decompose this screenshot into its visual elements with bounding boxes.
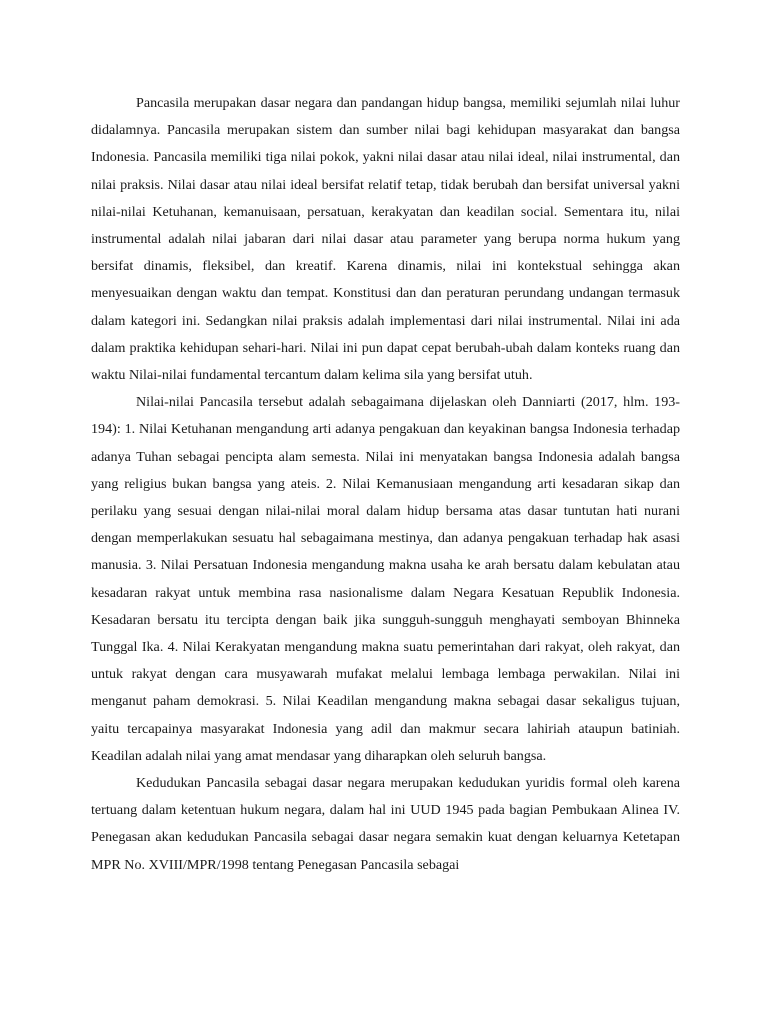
document-body bbox=[91, 90, 680, 879]
paragraph-five-sila-values: Nilai-nilai Pancasila tersebut adalah sebagaimana dijelaskan oleh Danniarti (2017, hlm. 193-194): 1. Nilai Ketuhanan mengandung arti adanya pengakuan dan keyakinan bangsa Indonesia terhadap adanya Tuhan sebagai pencipta alam semesta. Nilai ini menyatakan bangsa Indonesia adalah bangsa yang religius bukan bangsa yang ateis. 2. Nilai Kemanusiaan mengandung arti kesadaran sikap dan perilaku yang sesuai dengan nilai-nilai moral dalam hidup bersama atas dasar tuntutan hati nurani dengan memperlakukan sesuatu hal sebagaimana mestinya, dan adanya pengakuan terhadap hak asasi manusia. 3. Nilai Persatuan Indonesia mengandung makna usaha ke arah bersatu dalam kebulatan atau kesadaran rakyat untuk membina rasa nasionalisme dalam Negara Kesatuan Republik Indonesia. Kesadaran bersatu itu tercipta dengan baik jika sungguh-sungguh menghayati semboyan Bhinneka Tunggal Ika. 4. Nilai Kerakyatan mengandung makna suatu pemerintahan dari rakyat, oleh rakyat, dan untuk rakyat dengan cara musyawarah mufakat melalui lembaga lembaga perwakilan. Nilai ini menganut paham demokrasi. 5. Nilai Keadilan mengandung makna sebagai dasar sekaligus tujuan, yaitu tercapainya masyarakat Indonesia yang adil dan makmur secara lahiriah ataupun batiniah. Keadilan adalah nilai yang amat mendasar yang diharapkan oleh seluruh bangsa. bbox=[91, 394, 680, 764]
paragraph-legal-status: Kedudukan Pancasila sebagai dasar negara merupakan kedudukan yuridis formal oleh karena tertuang dalam ketentuan hukum negara, dalam hal ini UUD 1945 pada bagian Pembukaan Alinea IV. Penegasan akan kedudukan Pancasila sebagai dasar negara semakin kuat dengan keluarnya Ketetapan MPR No. XVIII/MPR/1998 tentang Penegasan Pancasila sebagai bbox=[91, 775, 680, 873]
paragraph-pancasila-values: Pancasila merupakan dasar negara dan pandangan hidup bangsa, memiliki sejumlah nilai luhur didalamnya. Pancasila merupakan sistem dan sumber nilai bagi kehidupan masyarakat dan bangsa Indonesia. Pancasila memiliki tiga nilai pokok, yakni nilai dasar atau nilai ideal, nilai instrumental, dan nilai praksis. Nilai dasar atau nilai ideal bersifat relatif tetap, tidak berubah dan bersifat universal yakni nilai-nilai Ketuhanan, kemanuisaan, persatuan, kerakyatan dan keadilan social. Sementara itu, nilai instrumental adalah nilai jabaran dari nilai dasar atau parameter yang berupa norma hukum yang bersifat dinamis, fleksibel, dan kreatif. Karena dinamis, nilai ini kontekstual sehingga akan menyesuaikan dengan waktu dan tempat. Konstitusi dan dan peraturan perundang undangan termasuk dalam kategori ini. Sedangkan nilai praksis adalah implementasi dari nilai instrumental. Nilai ini ada dalam praktika kehidupan sehari-hari. Nilai ini pun dapat cepat berubah-ubah dalam konteks ruang dan waktu Nilai-nilai fundamental tercantum dalam kelima sila yang bersifat utuh. bbox=[91, 95, 680, 384]
